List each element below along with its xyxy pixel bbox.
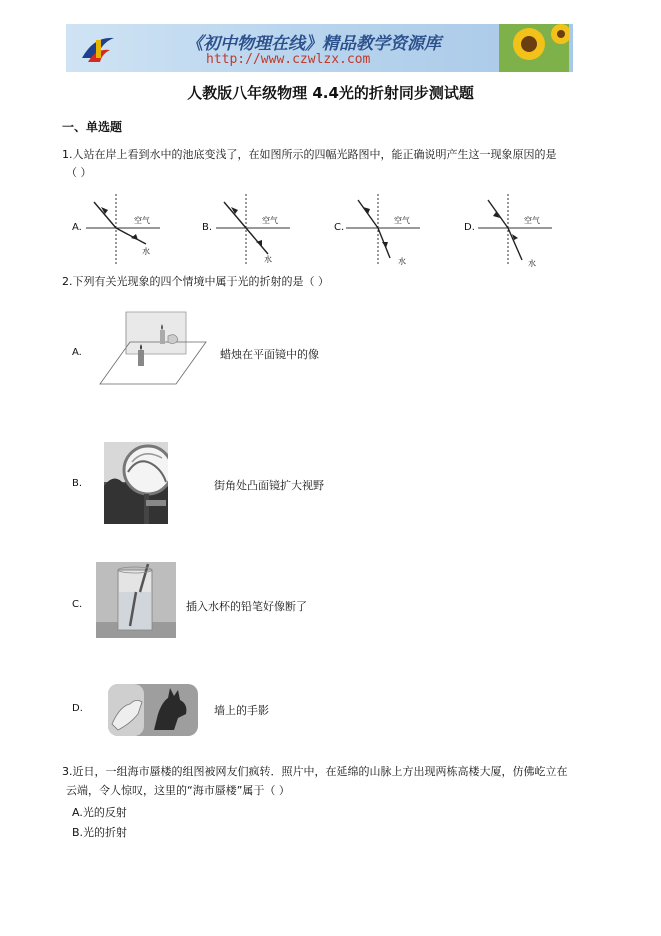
q1-option-b-air-label: 空气 [262, 216, 278, 225]
q3-option-a: A.光的反射 [72, 806, 127, 819]
question-3-number: 3. [62, 765, 73, 778]
q3-option-b: B.光的折射 [72, 826, 128, 839]
q2-option-b-letter: B. [72, 478, 83, 489]
q2-option-a-caption: 蜡烛在平面镜中的像 [220, 348, 319, 361]
question-2-number: 2. [62, 275, 73, 288]
q1-option-a-letter: A. [72, 222, 82, 233]
q2-option-c-letter: C. [72, 599, 83, 610]
q2-option-d-letter: D. [72, 703, 83, 714]
q2-option-c-caption: 插入水杯的铅笔好像断了 [186, 600, 307, 613]
q1-option-b-diagram [216, 194, 290, 266]
question-1-text: 人站在岸上看到水中的池底变浅了，在如图所示的四幅光路图中，能正确说明产生这一现象原因的是 [72, 148, 557, 161]
banner-title: 《初中物理在线》精品教学资源库 [186, 34, 441, 54]
q1-option-c-water-label: 水 [398, 257, 406, 266]
q1-option-d-water-label: 水 [528, 259, 536, 268]
q2-option-d-hand-shadow-image [108, 684, 198, 736]
q1-option-c-letter: C. [334, 222, 345, 233]
q2-option-a-letter: A. [72, 347, 82, 358]
header-banner [66, 24, 573, 72]
q2-option-b-convex-mirror-image [104, 442, 168, 524]
question-1-blank: （ ） [66, 166, 92, 179]
question-2-text: 下列有关光现象的四个情境中属于光的折射的是（ ） [72, 275, 329, 288]
q2-option-a-mirror-candle-image [98, 310, 208, 386]
question-3-text: 近日，一组海市蜃楼的组图被网友们疯转．照片中，在延绵的山脉上方出现两栋高楼大厦，仿佛屹立在 [72, 765, 568, 778]
q2-option-d-caption: 墙上的手影 [214, 704, 269, 717]
q1-option-c-air-label: 空气 [394, 216, 410, 225]
q1-option-d-diagram [478, 194, 552, 266]
publisher-logo [74, 28, 124, 68]
q2-option-c-pencil-in-glass-image [96, 562, 176, 638]
section-heading: 一、单选题 [62, 120, 123, 134]
q1-option-b-water-label: 水 [264, 255, 272, 264]
document-title: 人教版八年级物理 4.4光的折射同步测试题 [187, 84, 474, 102]
question-3-text-line2: 云端，令人惊叹，这里的“海市蜃楼”属于（ ） [66, 784, 290, 797]
question-3 [62, 763, 568, 781]
question-2 [62, 273, 329, 291]
q1-option-c-diagram [346, 194, 420, 266]
q1-option-a-air-label: 空气 [134, 216, 150, 225]
question-1-number: 1. [62, 148, 73, 161]
question-1 [62, 146, 557, 164]
sunflower-icon [499, 24, 569, 72]
banner-url[interactable]: http://www.czwlzx.com [206, 52, 371, 67]
q2-option-b-caption: 街角处凸面镜扩大视野 [214, 479, 324, 492]
q1-option-d-letter: D. [464, 222, 475, 233]
q1-option-a-water-label: 水 [142, 247, 150, 256]
q1-option-d-air-label: 空气 [524, 216, 540, 225]
q1-option-b-letter: B. [202, 222, 213, 233]
